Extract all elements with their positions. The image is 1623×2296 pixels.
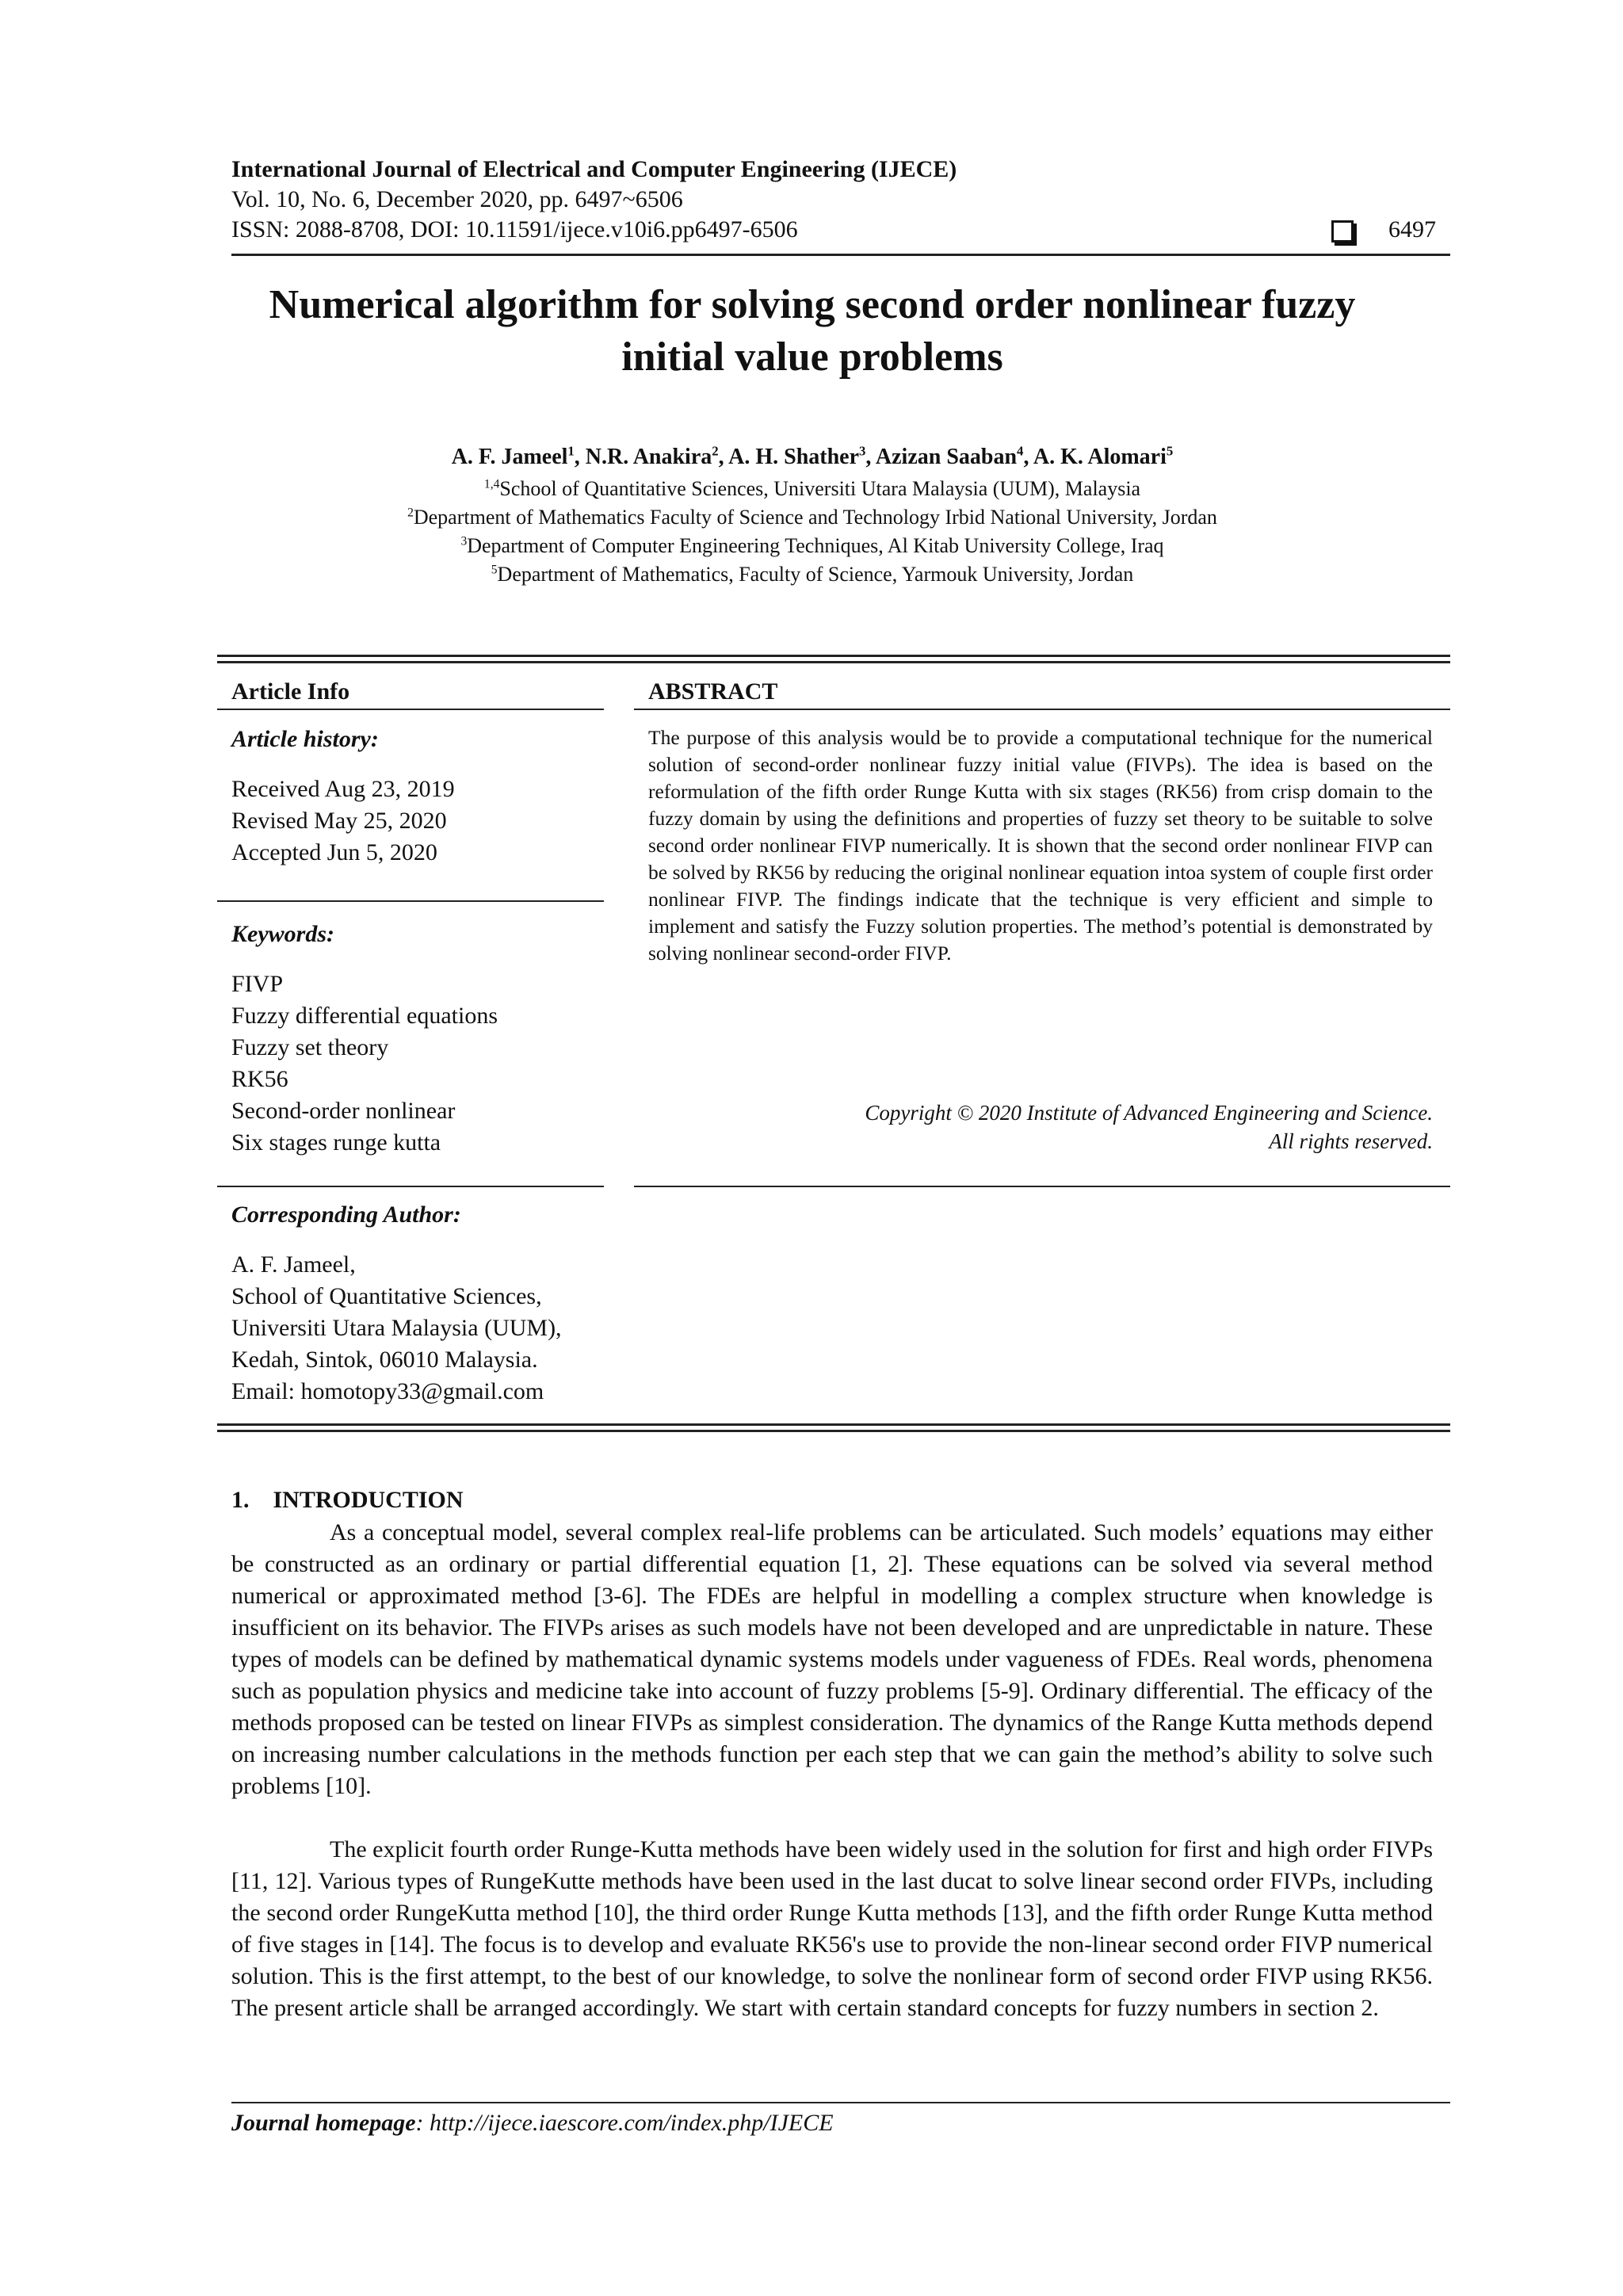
received-date: Received Aug 23, 2019 (231, 776, 455, 802)
history-heading: Article history: (231, 726, 379, 752)
author: A. F. Jameel (451, 445, 568, 469)
keyword-item: FIVP (231, 971, 284, 997)
journal-name: International Journal of Electrical and Computer Engineering (IJECE) (231, 156, 957, 182)
corresponding-heading: Corresponding Author: (231, 1201, 461, 1228)
keywords-heading: Keywords: (231, 921, 334, 947)
keyword-item: RK56 (231, 1066, 288, 1092)
history-rule (217, 900, 604, 902)
issn-line: ISSN: 2088-8708, DOI: 10.11591/ijece.v10i6.pp6497-6506 (231, 216, 798, 243)
footer-rule (231, 2102, 1450, 2103)
author-sup: 1 (567, 443, 575, 459)
keyword-item: Six stages runge kutta (231, 1129, 441, 1156)
author-sup: 4 (1017, 443, 1024, 459)
corresponding-email: Email: homotopy33@gmail.com (231, 1378, 544, 1404)
header-rule (231, 254, 1450, 256)
aff-sup: 3 (460, 534, 468, 548)
abstract-text: The purpose of this analysis would be to provide a computational technique for the numerical solution of second-order nonlinear fuzzy initial value (FIVPs). The idea is based on the reformulation of the fifth order Runge Kutta with six stages (RK56) from crisp domain to the fuzzy domain by using the definitions and properties of fuzzy set theory to be suitable to solve second order nonlinear FIVP numerically. It is shown that the second order nonlinear FIVP can be solved by RK56 by reducing the original nonlinear equation intoa system of couple first order nonlinear FIVP. The findings indicate that the technique is very efficient and simple to implement and satisfy the Fuzzy solution properties. The method’s potential is demonstrated by solving nonlinear second-order FIVP. (648, 726, 1433, 965)
abstract-bottom-rule (634, 1186, 1450, 1187)
keywords-rule (217, 1186, 604, 1187)
author: A. K. Alomari (1033, 445, 1167, 469)
copyright-line-2: All rights reserved. (1269, 1129, 1433, 1153)
author-sup: 2 (712, 443, 719, 459)
title-line-2: initial value problems (621, 334, 1003, 380)
article-info-rule (217, 709, 604, 710)
intro-paragraph-1: As a conceptual model, several complex real-life problems can be articulated. Such models’ equations may either be constructed as an ordinary or partial differential equation [1, 2]. These equations can be solved via several method numerical or approximated method [3-6]. The FDEs are helpful in modelling a complex structure when knowledge is insufficient on its behavior. The FIVPs arises as such models have not been developed and are unpredictable in nature. These types of models can be defined by mathematical dynamic systems models under vagueness of FDEs. Real words, phenomena such as population physics and medicine take into account of fuzzy problems [5-9]. Ordinary differential. The efficacy of the methods proposed can be tested on linear FIVPs as simplest consideration. The dynamics of the Range Kutta methods depend on increasing number calculations in the methods function per each step that we can gain the method’s ability to solve such problems [10]. (231, 1519, 1433, 1799)
square-icon (1331, 220, 1354, 243)
affiliation (214, 561, 1411, 588)
box-top-rule-2 (217, 661, 1450, 663)
affiliation (214, 504, 1411, 531)
keyword-item: Fuzzy differential equations (231, 1003, 498, 1029)
abstract-heading: ABSTRACT (648, 678, 778, 705)
intro-paragraph-2: The explicit fourth order Runge-Kutta methods have been widely used in the solution for first and high order FIVPs [11, 12]. Various types of RungeKutte methods have been used in the last ducat to solve linear second order FIVPs, including the second order RungeKutta method [10], the third order Runge Kutta methods [13], and the fifth order Runge Kutta method of five stages in [14]. The focus is to develop and evaluate RK56's use to provide the non-linear second order FIVP numerical solution. This is the first attempt, to the best of our knowledge, to solve the nonlinear form of second order FIVP using RK56. The present article shall be arranged accordingly. We start with certain standard concepts for fuzzy numbers in section 2. (231, 1836, 1433, 2021)
copyright-line-1: Copyright © 2020 Institute of Advanced Engineering and Science. (865, 1101, 1433, 1125)
author-sup: 5 (1166, 443, 1174, 459)
corresponding-line: Kedah, Sintok, 06010 Malaysia. (231, 1347, 538, 1373)
article-info-heading: Article Info (231, 678, 350, 705)
keyword-item: Fuzzy set theory (231, 1034, 389, 1060)
aff-sup: 1,4 (483, 477, 500, 491)
corresponding-line: School of Quantitative Sciences, (231, 1283, 542, 1309)
aff-text: Department of Mathematics, Faculty of Science, Yarmouk University, Jordan (497, 563, 1134, 586)
author-list: A. F. Jameel$^1$, N.R. Anakira$^2$, A. H. Shather$^3$, Azizan Saaban$^4$, A. K. Alomari$^5$ (451, 443, 1174, 469)
abstract-rule (634, 709, 1450, 710)
box-bottom-rule-2 (217, 1430, 1450, 1432)
author: A. H. Shather (728, 445, 860, 469)
aff-sup: 2 (407, 506, 414, 520)
affiliation (214, 533, 1411, 560)
accepted-date: Accepted Jun 5, 2020 (231, 839, 437, 865)
paper-title (214, 279, 1411, 384)
box-top-rule (217, 655, 1450, 657)
journal-homepage: Journal homepage: http://ijece.iaescore.com/index.php/IJECE (231, 2110, 834, 2136)
corresponding-line: A. F. Jameel, (231, 1251, 356, 1278)
homepage-label: Journal homepage (231, 2110, 416, 2136)
homepage-link[interactable]: http://ijece.iaescore.com/index.php/IJECE (430, 2110, 834, 2136)
revised-date: Revised May 25, 2020 (231, 808, 447, 834)
corresponding-line: Universiti Utara Malaysia (UUM), (231, 1315, 562, 1341)
aff-sup: 5 (491, 563, 498, 577)
author: Azizan Saaban (875, 445, 1018, 469)
title-line-1: Numerical algorithm for solving second order nonlinear fuzzy (269, 282, 1356, 327)
aff-text: Department of Computer Engineering Techniques, Al Kitab University College, Iraq (467, 534, 1164, 557)
box-bottom-rule (217, 1423, 1450, 1426)
author-sup: 3 (859, 443, 866, 459)
section-heading-introduction: 1. INTRODUCTION (231, 1487, 464, 1513)
page-number: 6497 (1388, 216, 1436, 243)
aff-text: School of Quantitative Sciences, Universiti Utara Malaysia (UUM), Malaysia (499, 477, 1141, 500)
keyword-item: Second-order nonlinear (231, 1098, 456, 1124)
affiliation (214, 476, 1411, 502)
volume-line: Vol. 10, No. 6, December 2020, pp. 6497~6506 (231, 186, 683, 212)
author: N.R. Anakira (585, 445, 712, 469)
aff-text: Department of Mathematics Faculty of Science and Technology Irbid National University, Jordan (413, 506, 1217, 529)
